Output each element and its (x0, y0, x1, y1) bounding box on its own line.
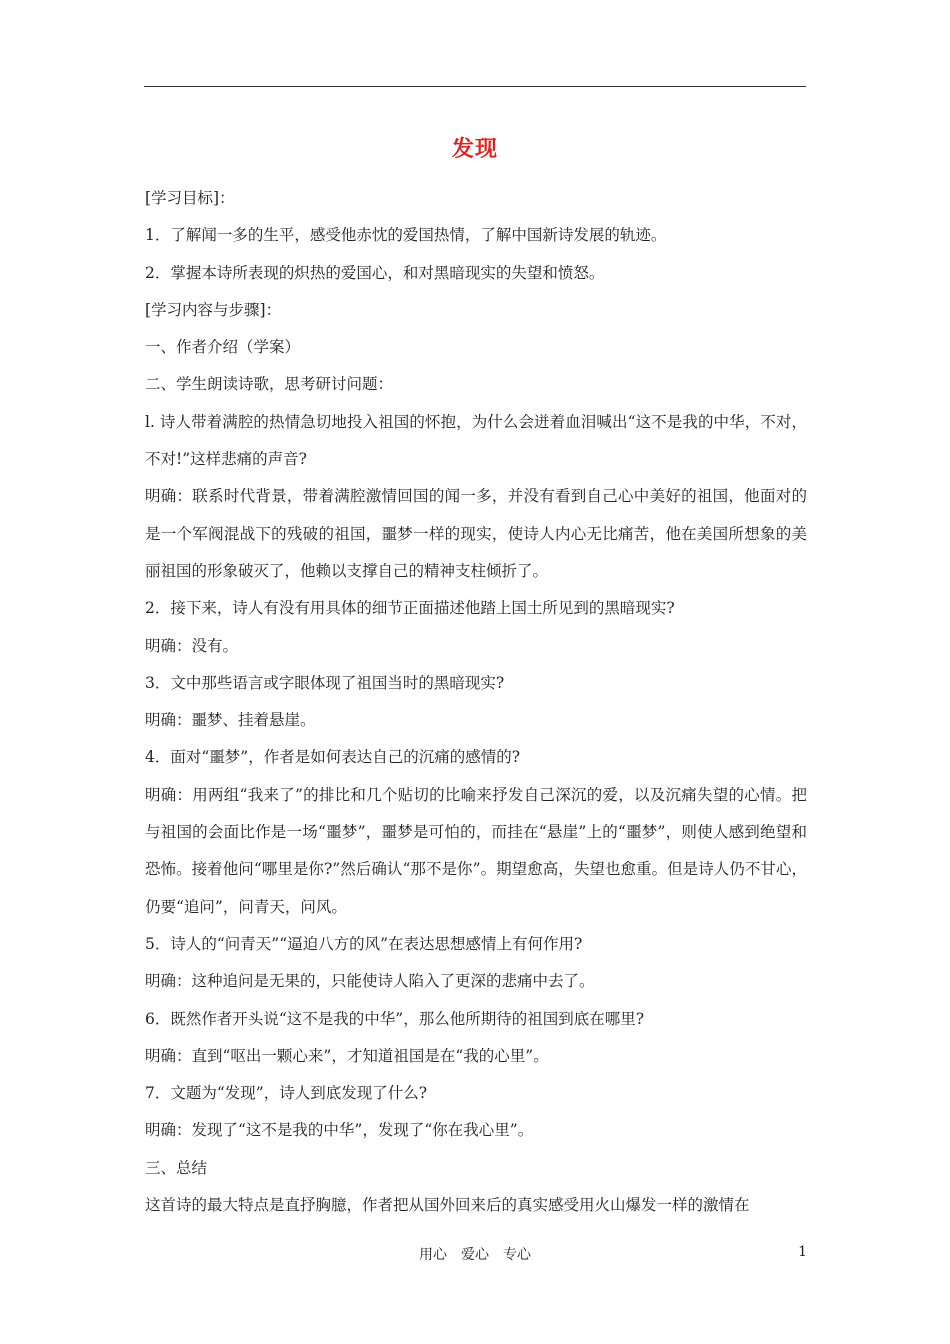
summary-text: 这首诗的最大特点是直抒胸臆，作者把从国外回来后的真实感受用火山爆发一样的激情在 (145, 1196, 750, 1215)
document-body (145, 180, 807, 1224)
question-1: l. 诗人带着满腔的热情急切地投入祖国的怀抱，为什么会迸着血泪喊出“这不是我的中华，不对，不对!”这样悲痛的声音? (145, 412, 807, 469)
heading-reading: 二、学生朗读诗歌，思考研讨问题： (145, 375, 394, 394)
page-number: 1 (798, 1244, 807, 1260)
answer-3: 明确：噩梦、挂着悬崖。 (145, 711, 316, 730)
heading-author-intro: 一、作者介绍（学案） (145, 338, 301, 357)
page-title: 发现 (451, 137, 498, 162)
header-rule (144, 86, 806, 87)
section-label-goals: [学习目标]： (145, 189, 235, 207)
goal-item-2: 2．掌握本诗所表现的炽热的爱国心，和对黑暗现实的失望和愤怒。 (145, 263, 605, 282)
heading-summary: 三、总结 (145, 1158, 208, 1177)
question-4: 4．面对“噩梦”，作者是如何表达自己的沉痛的感情的? (145, 748, 521, 767)
answer-4: 明确：用两组“我来了”的排比和几个贴切的比喻来抒发自己深沉的爱，以及沉痛失望的心情。把与祖国的会面比作是一场“噩梦”，噩梦是可怕的，而挂在“悬崖”上的“噩梦”，则使人感到绝望和恐怖。接着他问“哪里是你?”然后确认“那不是你”。期望愈高，失望也愈重。但是诗人仍不甘心，仍要“追问”，问青天，问风。 (145, 785, 807, 916)
question-7: 7．文题为“发现”，诗人到底发现了什么? (145, 1084, 428, 1103)
question-3: 3．文中那些语言或字眼体现了祖国当时的黑暗现实? (145, 673, 505, 692)
question-5: 5．诗人的“问青天”“逼迫八方的风”在表达思想感情上有何作用? (145, 934, 583, 953)
question-2: 2．接下来，诗人有没有用具体的细节正面描述他踏上国土所见到的黑暗现实? (145, 599, 675, 618)
answer-1: 明确：联系时代背景，带着满腔激情回国的闻一多，并没有看到自己心中美好的祖国，他面对的是一个军阀混战下的残破的祖国，噩梦一样的现实，使诗人内心无比痛苦，他在美国所想象的美丽祖国的形象破灭了，他赖以支撑自己的精神支柱倾折了。 (145, 487, 807, 580)
section-label-steps: [学习内容与步骤]： (145, 300, 282, 319)
footer-slogan: 用心 爱心 专心 (419, 1247, 531, 1263)
answer-5: 明确：这种追问是无果的，只能使诗人陷入了更深的悲痛中去了。 (145, 972, 595, 991)
answer-7: 明确：发现了“这不是我的中华”，发现了“你在我心里”。 (145, 1121, 534, 1140)
answer-2: 明确：没有。 (145, 636, 239, 655)
goal-item-1: 1．了解闻一多的生平，感受他赤忱的爱国热情，了解中国新诗发展的轨迹。 (145, 226, 667, 245)
question-6: 6．既然作者开头说“这不是我的中华”，那么他所期待的祖国到底在哪里? (145, 1009, 645, 1028)
answer-6: 明确：直到“呕出一颗心来”，才知道祖国是在“我的心里”。 (145, 1046, 549, 1065)
